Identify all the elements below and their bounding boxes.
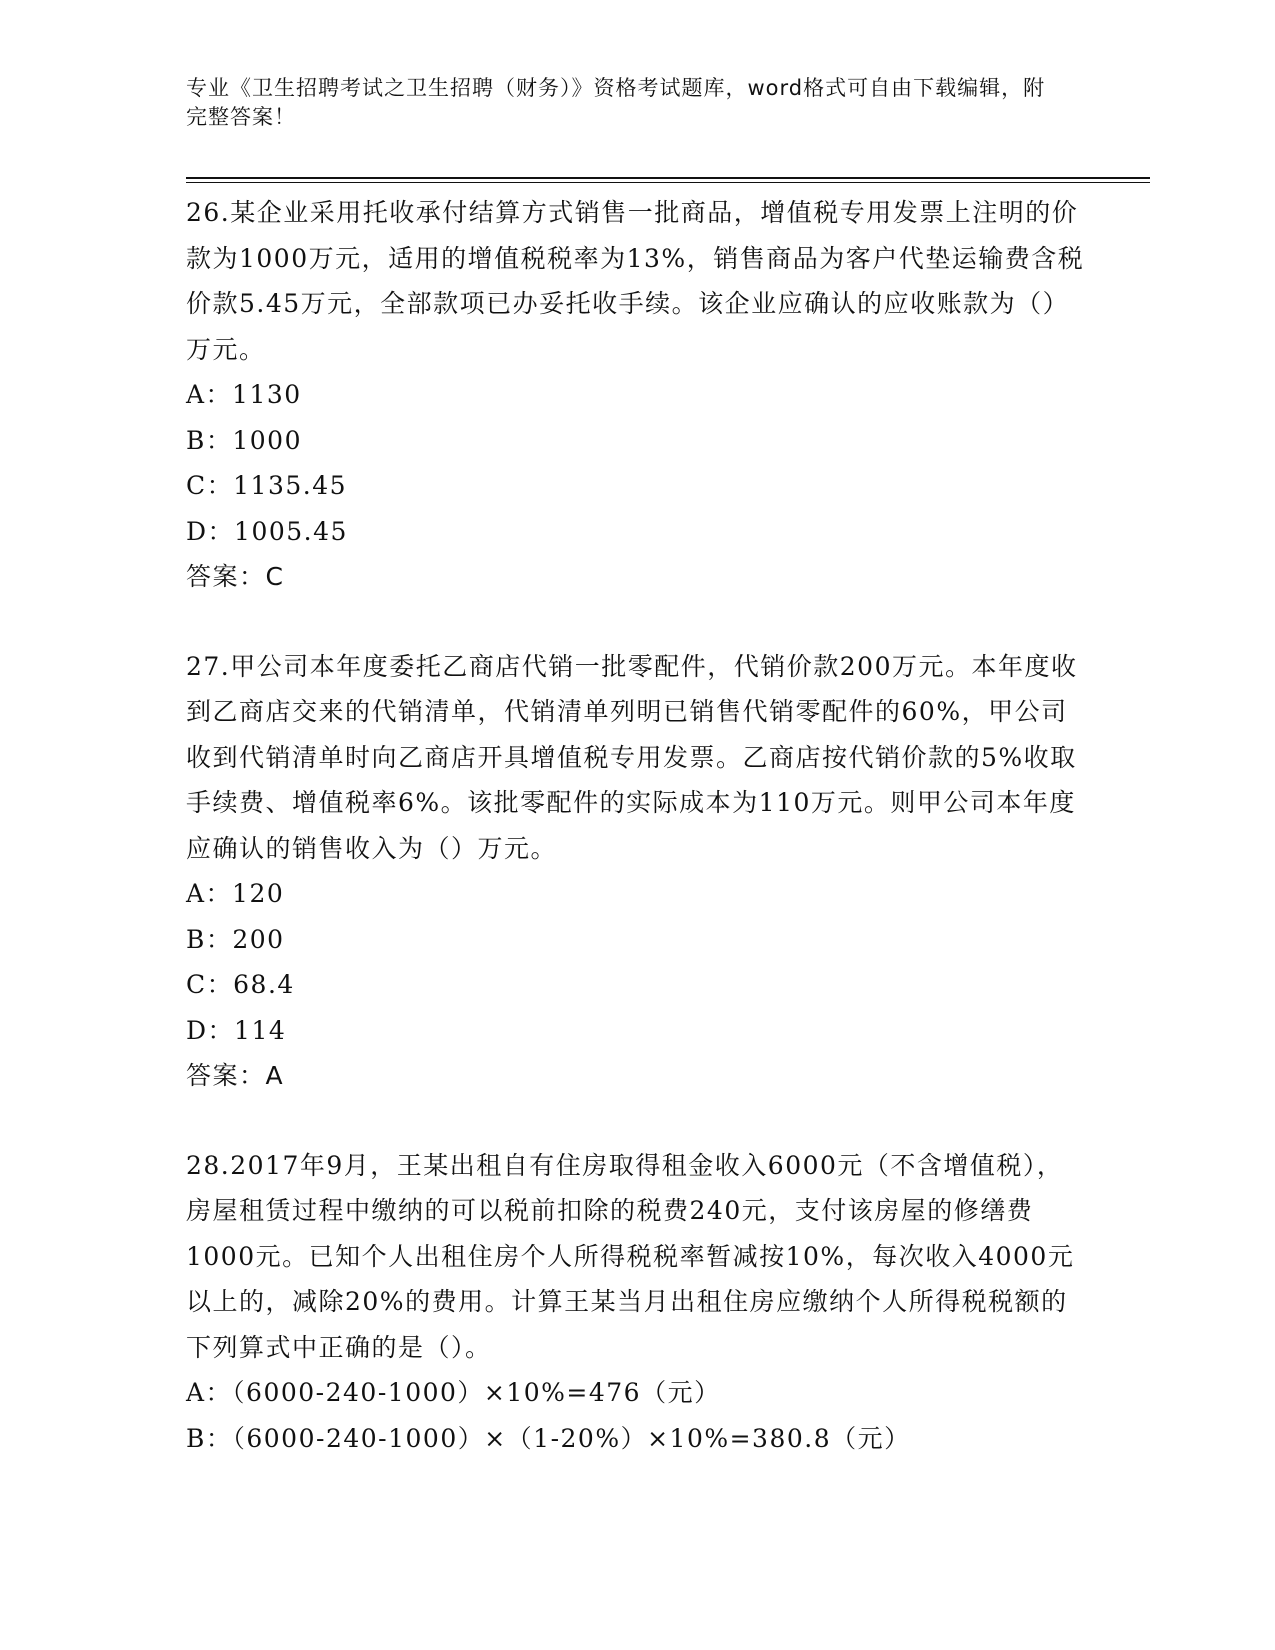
- option-b: B：1000: [186, 425, 302, 455]
- answer: 答案：A: [186, 1061, 285, 1090]
- header-rule-thick: [186, 177, 1150, 179]
- option-c: C：1135.45: [186, 471, 348, 500]
- question-gap: [186, 600, 1086, 644]
- question-26: [186, 190, 1086, 600]
- document-header: 专业《卫生招聘考试之卫生招聘（财务）》资格考试题库，word格式可自由下载编辑，附完整答案！: [186, 76, 1046, 129]
- question-text: 27.甲公司本年度委托乙商店代销一批零配件，代销价款200万元。本年度收到乙商店交来的代销清单，代销清单列明已销售代销零配件的60%，甲公司收到代销清单时向乙商店开具增值税专用发票。乙商店按代销价款的5%收取手续费、增值税率6%。该批零配件的实际成本为110万元。则甲公司本年度应确认的销售收入为（）万元。: [186, 651, 1078, 863]
- option-a: A：（6000-240-1000）×10%=476（元）: [186, 1378, 721, 1407]
- question-27: [186, 644, 1086, 1099]
- option-a: A：120: [186, 879, 285, 908]
- option-c: C：68.4: [186, 970, 295, 999]
- question-gap: [186, 1099, 1086, 1143]
- question-text: 26.某企业采用托收承付结算方式销售一批商品，增值税专用发票上注明的价款为1000万元，适用的增值税税率为13%，销售商品为客户代垫运输费含税价款5.45万元，全部款项已办妥托收手续。该企业应确认的应收账款为（）万元。: [186, 198, 1085, 364]
- option-d: D：1005.45: [186, 516, 348, 546]
- question-list: [186, 190, 1086, 1461]
- option-a: A：1130: [186, 380, 302, 409]
- answer: 答案：C: [186, 562, 285, 591]
- option-b: B：200: [186, 924, 285, 954]
- header-rule-thin: [186, 182, 1150, 183]
- question-28: [186, 1143, 1086, 1462]
- question-text: 28.2017年9月，王某出租自有住房取得租金收入6000元（不含增值税），房屋租赁过程中缴纳的可以税前扣除的税费240元，支付该房屋的修缮费1000元。已知个人出租住房个人所得税税率暂减按10%，每次收入4000元以上的，减除20%的费用。计算王某当月出租住房应缴纳个人所得税税额的下列算式中正确的是（）。: [186, 1150, 1075, 1362]
- option-b: B：（6000-240-1000）×（1-20%）×10%=380.8（元）: [186, 1423, 911, 1453]
- option-d: D：114: [186, 1015, 287, 1045]
